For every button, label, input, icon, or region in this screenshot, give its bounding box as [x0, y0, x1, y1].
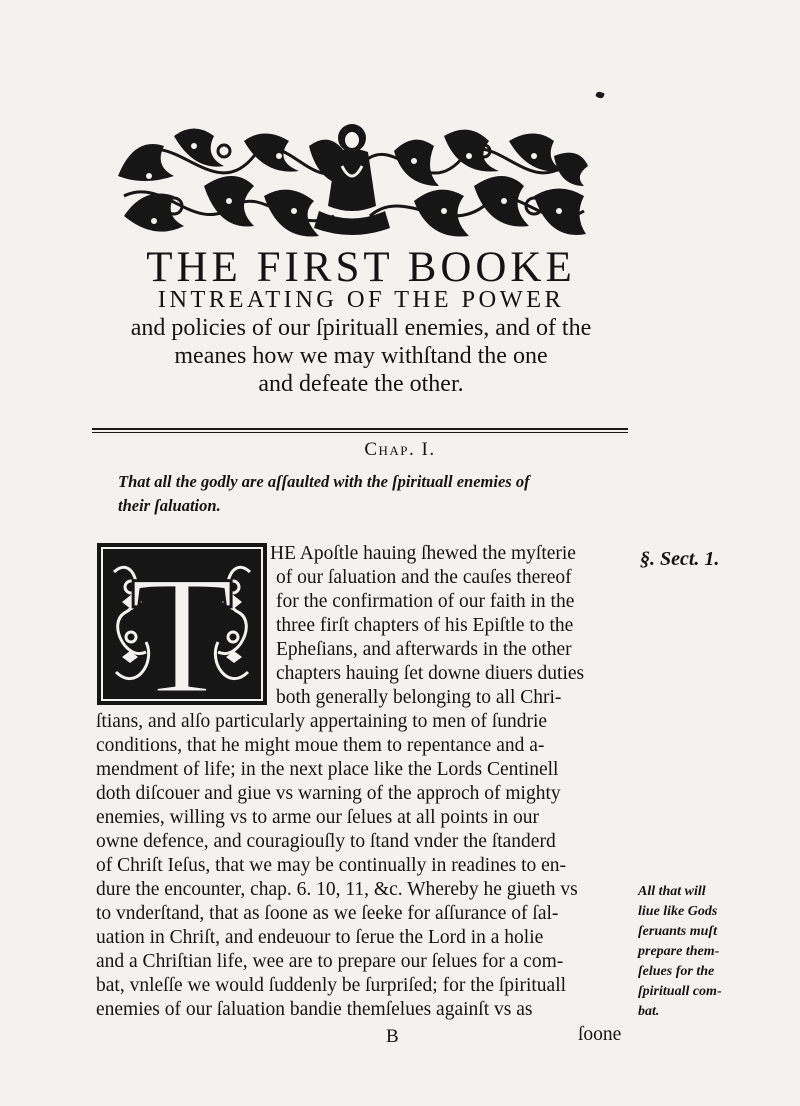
- decorated-initial-letter: [96, 542, 268, 706]
- catchword: ſoone: [578, 1024, 622, 1045]
- marginal-note-line: liue like Gods: [638, 904, 718, 919]
- title-line: meanes how we may withſtand the one: [174, 343, 548, 369]
- body-text-line: bat, vnleſſe we would ſuddenly be ſurpriſed; for the ſpirituall: [96, 975, 567, 996]
- body-text-line: owne defence, and couragiouſly to ſtand vnder the ſtanderd: [96, 831, 556, 852]
- body-text-line: of our ſaluation and the cauſes thereof: [276, 567, 572, 588]
- body-text-line: mendment of life; in the next place like the Lords Centinell: [96, 759, 559, 780]
- marginal-note-line: bat.: [638, 1004, 660, 1019]
- marginal-note-line: ſelues for the: [638, 964, 715, 979]
- initial-letter-glyph: T: [130, 542, 234, 706]
- body-text-line: Epheſians, and afterwards in the other: [276, 639, 572, 660]
- chapter-summary: [118, 470, 638, 518]
- body-text-line: dure the encounter, chap. 6. 10, 11, &c. Whereby he giueth vs: [96, 879, 578, 900]
- body-text-line: chapters hauing ſet downe diuers duties: [276, 663, 585, 684]
- body-text-line: both generally belonging to all Chri-: [276, 687, 562, 708]
- body-text-line: enemies, willing vs to arme our ſelues at all points in our: [96, 807, 539, 828]
- chapter-summary-line: their ſaluation.: [118, 496, 221, 515]
- book-subtitle: INTREATING OF THE POWER: [157, 286, 565, 313]
- marginal-note: [638, 882, 748, 1022]
- body-text-line: three firſt chapters of his Epiſtle to the: [276, 615, 574, 636]
- title-line: and policies of our ſpirituall enemies, and of the: [130, 315, 592, 341]
- marginal-note-line: All that will: [638, 884, 706, 899]
- chapter-heading: Chap. I.: [364, 439, 436, 460]
- woodcut-headpiece-ornament: [114, 116, 590, 248]
- marginal-note-line: ſpirituall com-: [638, 984, 722, 999]
- marginal-note-line: ſeruants muſt: [638, 924, 717, 939]
- body-text-line: conditions, that he might moue them to repentance and a-: [96, 735, 545, 756]
- chapter-summary-line: That all the godly are aſſaulted with the ſpirituall enemies of: [118, 472, 530, 491]
- marginal-note-line: prepare them-: [638, 944, 720, 959]
- body-text-line: HE Apoſtle hauing ſhewed the myſterie: [270, 543, 576, 564]
- body-text-line: uation in Chriſt, and endeuour to ſerue the Lord in a holie: [96, 927, 544, 948]
- book-title: THE FIRST BOOKE: [146, 244, 576, 291]
- body-text-line: of Chriſt Ieſus, that we may be continually in readines to en-: [96, 855, 567, 876]
- body-text-line: doth diſcouer and giue vs warning of the approch of mighty: [96, 783, 561, 804]
- title-line: and defeate the other.: [258, 371, 464, 397]
- horizontal-rule-divider: [92, 428, 628, 433]
- section-marker: §. Sect. 1.: [640, 548, 720, 570]
- ink-speck: [595, 91, 605, 99]
- body-text-line: and a Chriſtian life, wee are to prepare our ſelues for a com-: [96, 951, 564, 972]
- signature-mark: B: [386, 1026, 399, 1047]
- body-text-line: to vnderſtand, that as ſoone as we ſeeke for aſſurance of ſal-: [96, 903, 559, 924]
- body-text-line: for the confirmation of our faith in the: [276, 591, 575, 612]
- body-text-line: enemies of our ſaluation bandie themſelues againſt vs as: [96, 999, 533, 1020]
- body-text-line: ſtians, and alſo particularly appertaining to men of ſundrie: [96, 711, 548, 732]
